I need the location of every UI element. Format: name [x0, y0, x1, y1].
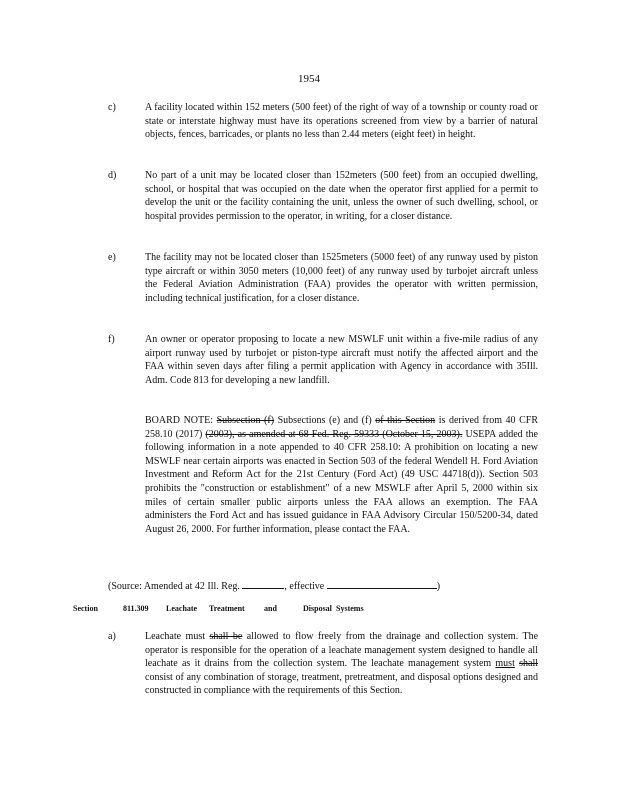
item-a-text: Leachate must: [145, 631, 205, 642]
item-text-f: [145, 333, 538, 387]
deleted-text: of this Section: [375, 415, 436, 426]
item-label-d: d): [108, 170, 117, 181]
deleted-text: shall: [519, 658, 538, 670]
section-title-5: Systems: [336, 604, 364, 613]
board-note-text: USEPA added the following information in a note appended to 40 CFR 258.10: A prohibition on locating a new MSWLF near certain airports was enacted in Section 503 of the federal Wendell H. Ford Aviation Investment and Reform Act for the 21st Century (Ford Act) (49 USC 44718(d)). Section 503 prohibits the "construction or establishment" of a new MSWLF after April 5, 2000 within six miles of certain smaller public airports unless the FAA allows an exemption. The FAA administers the Ford Act and has issued guidance in FAA Advisory Circular 150/5200-34, dated August 26, 2000. For further information, please contact the FAA.: [145, 428, 538, 535]
item-label-e: e): [108, 252, 116, 263]
section-title-3: and: [264, 604, 277, 613]
source-prefix: (Source: Amended at 42 Ill. Reg.: [108, 581, 240, 592]
item-a-text: allowed to flow freely from the drainage and collection system. The operator is responsible for the operation of a leachate management system designed to handle all leachate as it drains from the collection system. The leachate management system: [145, 631, 539, 670]
source-blank-1: [242, 579, 284, 589]
source-line: [108, 579, 440, 594]
inserted-text: must: [495, 658, 515, 670]
section-title-2: Treatment: [209, 604, 245, 613]
item-c-text: A facility located within 152 meters (500 feet) of the right of way of a township or county road or state or interstate highway must have its operations screened from view by a barrier of natural objects, fences, barricades, or plants no less than 2.44 meters (eight feet) in height.: [145, 102, 538, 141]
item-label-c: c): [108, 102, 116, 113]
page-number: 1954: [298, 73, 320, 85]
source-blank-2: [327, 579, 437, 589]
board-note-text: Subsections (e) and (f): [277, 415, 372, 426]
item-e-text: The facility may not be located closer than 1525meters (5000 feet) of any runway used by piston type aircraft or within 3050 meters (10,000 feet) of any runway used by turbojet aircraft unless the Federal Aviation Administration (FAA) provides the operator with written permission, including technical justification, for a closer distance.: [145, 252, 538, 304]
section-title-4: Disposal: [303, 604, 332, 613]
item-label-a: a): [108, 631, 116, 642]
deleted-text: shall be: [209, 631, 243, 642]
board-note-text: is derived from 40 CFR 258.10 (2017): [145, 415, 539, 440]
item-d-text: No part of a unit may be located closer than 152meters (500 feet) from an occupied dwelling, school, or hospital that was occupied on the date when the operator first applied for a permit to develop the unit or the facility containing the unit, unless the owner of such dwelling, school, or hospital provides permission to the operator, in writing, for a closer distance.: [145, 170, 538, 222]
deleted-text: Subsection (f): [216, 415, 275, 426]
item-label-f: f): [108, 334, 115, 345]
item-text-e: [145, 251, 538, 305]
item-text-c: [145, 101, 538, 142]
item-a-text: consist of any combination of storage, treatment, pretreatment, and disposal options designed and constructed in compliance with the requirements of this Section.: [145, 671, 538, 697]
section-number: 811.309: [123, 604, 149, 613]
source-effective: , effective: [284, 581, 325, 592]
deleted-text: (2003), as amended at 68 Fed. Reg. 59333 (October 15, 2003).: [205, 428, 463, 440]
section-title-1: Leachate: [166, 604, 198, 613]
board-note-text: BOARD NOTE:: [145, 415, 214, 426]
section-word: Section: [73, 604, 98, 613]
item-f-text: An owner or operator proposing to locate a new MSWLF unit within a five-mile radius of any airport runway used by turbojet or piston-type aircraft must notify the affected airport and the FAA within seven days after filing a permit application with Agency in accordance with 35Ill. Adm. Code 813 for developing a new landfill.: [145, 334, 538, 386]
item-text-a: [145, 630, 538, 698]
item-text-d: [145, 169, 538, 223]
source-suffix: ): [436, 581, 441, 592]
board-note: [145, 414, 538, 536]
